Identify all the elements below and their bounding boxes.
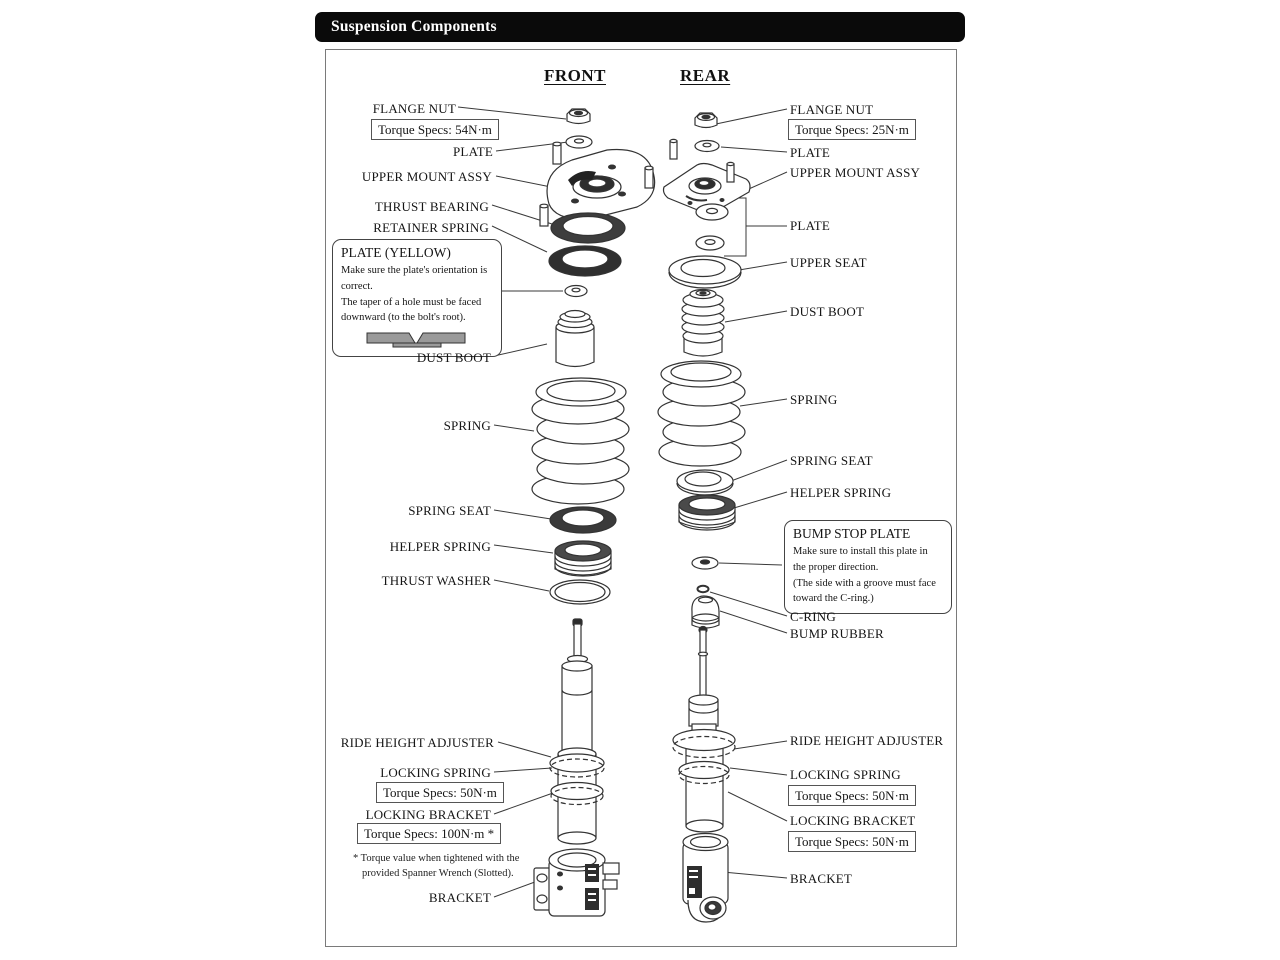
rear-dust-boot-drawing	[682, 290, 724, 357]
rear-upper-seat-drawing	[669, 256, 741, 288]
front-plate-yellow-note	[332, 239, 502, 357]
rear-plate-pair-drawing	[696, 204, 728, 250]
rear-parts-drawing	[658, 113, 750, 922]
rear-label-c-ring: C-RING	[790, 609, 836, 624]
front-plate-yellow-note-title: PLATE (YELLOW)	[341, 245, 451, 260]
rear-label-spring: SPRING	[790, 392, 838, 407]
front-plate-yellow-note-line1: Make sure the plate's orientation is correct.	[341, 265, 488, 292]
rear-label-bump-rubber: BUMP RUBBER	[790, 626, 884, 641]
plate-cross-section-figure	[355, 330, 479, 350]
front-spring-drawing	[532, 378, 629, 504]
front-shock-body-drawing	[550, 619, 604, 844]
column-header-rear: REAR	[680, 66, 731, 85]
rear-bump-stop-note	[784, 520, 952, 614]
front-label-locking-spring: LOCKING SPRING	[380, 765, 491, 780]
front-label-ride-height-adjuster: RIDE HEIGHT ADJUSTER	[340, 735, 494, 750]
front-helper-spring-drawing	[555, 541, 611, 576]
rear-label-flange-nut: FLANGE NUT	[790, 102, 874, 117]
front-parts-drawing	[532, 109, 655, 916]
rear-bump-rubber-drawing	[692, 596, 719, 628]
front-bracket-drawing	[534, 849, 619, 916]
rear-torque-flange-nut: Torque Specs: 25N·m	[788, 119, 916, 140]
front-plate-yellow-drawing	[565, 286, 587, 297]
front-label-upper-mount: UPPER MOUNT ASSY	[361, 169, 492, 184]
rear-label-plate-pair: PLATE	[790, 218, 830, 233]
rear-plate-top-drawing	[695, 141, 719, 152]
rear-label-ride-height-adjuster: RIDE HEIGHT ADJUSTER	[790, 733, 944, 748]
front-thrust-bearing-drawing	[551, 213, 625, 243]
rear-label-locking-bracket: LOCKING BRACKET	[790, 813, 916, 828]
rear-bump-stop-plate-drawing	[692, 557, 718, 569]
rear-torque-locking-spring: Torque Specs: 50N·m	[788, 785, 916, 806]
front-label-helper-spring: HELPER SPRING	[389, 539, 491, 554]
front-label-locking-bracket: LOCKING BRACKET	[365, 807, 491, 822]
front-torque-footnote: * Torque value when tightened with the provided Spanner Wrench (Slotted).	[353, 853, 520, 880]
front-label-spring-seat: SPRING SEAT	[408, 503, 491, 518]
front-label-plate: PLATE	[453, 144, 493, 159]
page-title: Suspension Components	[331, 18, 497, 35]
rear-bump-stop-note-title: BUMP STOP PLATE	[793, 526, 911, 541]
front-label-bracket: BRACKET	[428, 890, 491, 905]
rear-c-ring-drawing	[698, 586, 709, 592]
rear-label-locking-spring: LOCKING SPRING	[790, 767, 901, 782]
rear-helper-spring-drawing	[679, 495, 735, 530]
rear-bracket-drawing	[683, 834, 728, 923]
front-label-spring: SPRING	[443, 418, 491, 433]
front-label-flange-nut: FLANGE NUT	[372, 101, 456, 116]
front-torque-locking-spring: Torque Specs: 50N·m	[376, 782, 504, 803]
front-plate-drawing	[566, 136, 592, 148]
rear-label-upper-mount: UPPER MOUNT ASSY	[790, 165, 921, 180]
front-torque-locking-bracket: Torque Specs: 100N·m *	[357, 823, 501, 844]
front-label-thrust-washer: THRUST WASHER	[381, 573, 491, 588]
front-spring-seat-drawing	[550, 507, 616, 533]
rear-bump-stop-note-line2: (The side with a groove must face toward the C-ring.)	[793, 577, 936, 605]
front-thrust-washer-drawing	[550, 580, 610, 604]
rear-label-bracket: BRACKET	[790, 871, 853, 886]
rear-spring-seat-drawing	[677, 470, 733, 495]
column-header-front: FRONT	[544, 66, 606, 85]
rear-label-helper-spring: HELPER SPRING	[790, 485, 892, 500]
front-label-dust-boot: DUST BOOT	[416, 350, 491, 365]
rear-flange-nut-drawing	[695, 113, 717, 128]
front-flange-nut-drawing	[567, 109, 590, 124]
rear-torque-locking-bracket: Torque Specs: 50N·m	[788, 831, 916, 852]
rear-spring-drawing	[658, 361, 745, 466]
rear-bump-stop-note-line1: Make sure to install this plate in the proper direction.	[793, 546, 928, 573]
front-dust-boot-drawing	[556, 311, 594, 367]
rear-label-spring-seat: SPRING SEAT	[790, 453, 873, 468]
rear-label-plate-top: PLATE	[790, 145, 830, 160]
front-label-retainer-spring: RETAINER SPRING	[373, 220, 489, 235]
rear-label-dust-boot: DUST BOOT	[790, 304, 865, 319]
front-retainer-spring-drawing	[549, 246, 621, 276]
front-label-thrust-bearing: THRUST BEARING	[374, 199, 489, 214]
rear-label-upper-seat: UPPER SEAT	[790, 255, 867, 270]
front-torque-flange-nut: Torque Specs: 54N·m	[371, 119, 499, 140]
front-plate-yellow-note-line2: The taper of a hole must be faced downward (to the bolt's root).	[341, 296, 482, 324]
rear-shock-body-drawing	[673, 627, 735, 833]
